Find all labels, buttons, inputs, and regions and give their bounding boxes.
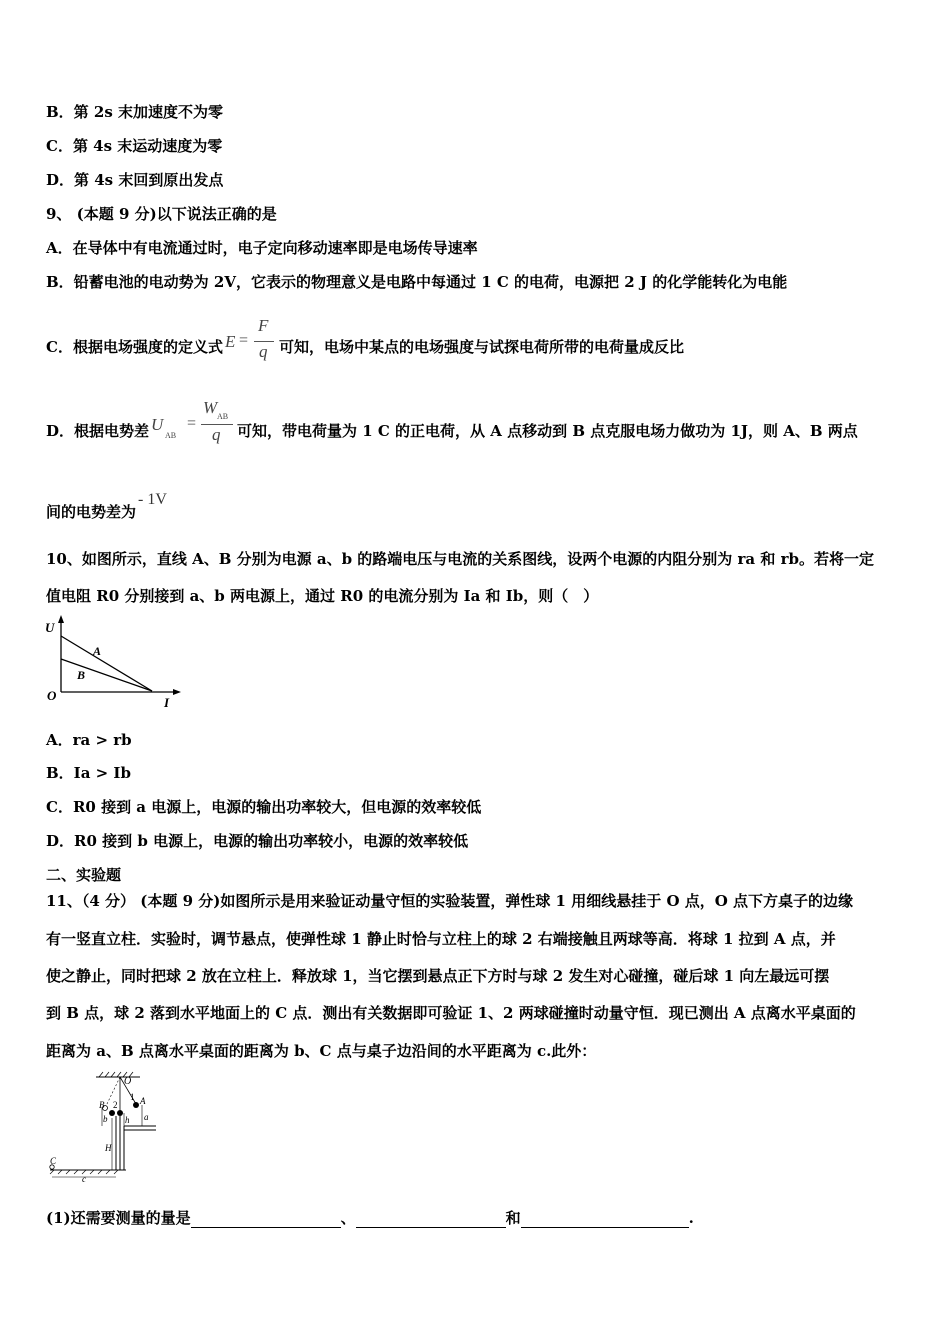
q11-line5: 距离为 a、B 点离水平桌面的距离为 b、C 点与桌子边沿间的水平距离为 c.此外：	[46, 1042, 597, 1060]
q11-apparatus-figure	[44, 1070, 164, 1182]
ball-at-a	[133, 1102, 139, 1108]
label-c-distance: c	[82, 1174, 86, 1182]
q11-sub1	[46, 1208, 906, 1228]
x-axis-arrow-icon	[173, 689, 181, 695]
q9-option-d-cont	[46, 491, 906, 523]
ball-2	[109, 1110, 115, 1116]
answer-blank-2[interactable]	[356, 1211, 506, 1228]
y-axis-label: U	[45, 620, 55, 635]
q11-line3: 使之静止，同时把球 2 放在立柱上．释放球 1，当它摆到悬点正下方时与球 2 发生对心碰撞，碰后球 1 向左最远可摆	[46, 967, 830, 985]
x-axis-label: I	[164, 695, 170, 710]
formula-e-num: F	[257, 316, 269, 335]
q10-stem-line1: 10、如图所示，直线 A、B 分别为电源 a、b 的路端电压与电流的关系图线，设两个电源的内阻分别为 ra 和 rb。若将一定	[46, 550, 874, 568]
q11-sub1-sep2: 和	[505, 1209, 521, 1227]
q9-option-d-pre: D．根据电势差	[46, 422, 150, 440]
label-b-height: b	[103, 1114, 108, 1124]
q8-option-b: B．第 2s 末加速度不为零	[46, 103, 224, 121]
q9-option-d	[46, 398, 906, 448]
formula-u-den: q	[212, 425, 221, 444]
q10-ui-graph	[40, 612, 190, 712]
q9-option-b: B．铅蓄电池的电动势为 2V，它表示的物理意义是电路中每通过 1 C 的电荷，电源把 2 J 的化学能转化为电能	[46, 273, 788, 291]
line-b-label: B	[77, 668, 86, 682]
q10-option-a: A．ra > rb	[46, 731, 132, 749]
q9-option-a: A．在导体中有电流通过时，电子定向移动速率即是电场传导速率	[46, 239, 478, 257]
formula-u-eq: =	[187, 415, 197, 432]
q9-option-d-value: - 1V	[138, 491, 167, 508]
q10-stem-line2: 值电阻 R0 分别接到 a、b 两电源上，通过 R0 的电流分别为 Ia 和 Ib，则（ ）	[46, 587, 599, 605]
formula-e-lhs: E	[224, 332, 236, 351]
q9-option-c-pre: C．根据电场强度的定义式	[46, 338, 223, 356]
formula-u-num: W	[203, 398, 218, 417]
formula-e-den: q	[258, 342, 268, 361]
formula-e-equals-f-over-q	[223, 316, 279, 364]
label-ball-2: 2	[113, 1100, 118, 1110]
q11-sub1-end: .	[688, 1209, 694, 1227]
formula-u-lhs-sub: AB	[165, 431, 177, 440]
formula-u-num-sub: AB	[217, 412, 229, 421]
origin-label: O	[47, 688, 57, 703]
line-a-label: A	[93, 644, 102, 658]
q10-option-d: D．R0 接到 b 电源上，电源的输出功率较小，电源的效率较低	[46, 832, 469, 850]
label-ball-1: 1	[130, 1092, 135, 1102]
q9-option-c	[46, 316, 906, 364]
formula-u-lhs: U	[151, 415, 164, 434]
q11-line2: 有一竖直立柱．实验时，调节悬点，使弹性球 1 静止时恰与立柱上的球 2 右端接触且两球等高．将球 1 拉到 A 点，并	[46, 930, 836, 948]
q8-option-d: D．第 4s 末回到原出发点	[46, 171, 224, 189]
label-o: O	[124, 1076, 132, 1087]
ball-1	[117, 1110, 123, 1116]
q9-option-d-cont-text: 间的电势差为	[46, 503, 137, 521]
answer-blank-3[interactable]	[521, 1211, 689, 1228]
q8-option-c: C．第 4s 末运动速度为零	[46, 137, 223, 155]
formula-e-eq: =	[238, 332, 248, 349]
label-c-point: C	[50, 1156, 57, 1166]
formula-u-equals-w-over-q	[149, 398, 237, 448]
label-H: H	[105, 1143, 112, 1153]
label-b-point: B	[99, 1100, 105, 1110]
y-axis-arrow-icon	[58, 615, 64, 623]
label-h: h	[125, 1115, 130, 1125]
answer-blank-1[interactable]	[191, 1211, 341, 1228]
q11-sub1-label: (1)还需要测量的量是	[46, 1209, 191, 1227]
label-a-point: A	[140, 1096, 146, 1106]
q9-option-d-post: 可知，带电荷量为 1 C 的正电荷，从 A 点移动到 B 点克服电场力做功为 1J，则 A、B 两点	[237, 422, 858, 440]
q9-stem: 9、 (本题 9 分)以下说法正确的是	[46, 205, 277, 223]
label-a-height: a	[144, 1112, 149, 1122]
q11-line1: 11、（4 分） (本题 9 分)如图所示是用来验证动量守恒的实验装置，弹性球 1 用细线悬挂于 O 点，O 点下方桌子的边缘	[46, 892, 854, 910]
section-heading: 二、实验题	[46, 866, 122, 884]
q10-option-b: B．Ia > Ib	[46, 764, 131, 782]
q9-option-c-post: 可知，电场中某点的电场强度与试探电荷所带的电荷量成反比	[278, 338, 684, 356]
q11-line4: 到 B 点，球 2 落到水平地面上的 C 点．测出有关数据即可验证 1、2 两球碰撞时动量守恒．现已测出 A 点离水平桌面的	[46, 1004, 856, 1022]
q11-sub1-sep1: 、	[340, 1209, 356, 1227]
q10-option-c: C．R0 接到 a 电源上，电源的输出功率较大，但电源的效率较低	[46, 798, 482, 816]
